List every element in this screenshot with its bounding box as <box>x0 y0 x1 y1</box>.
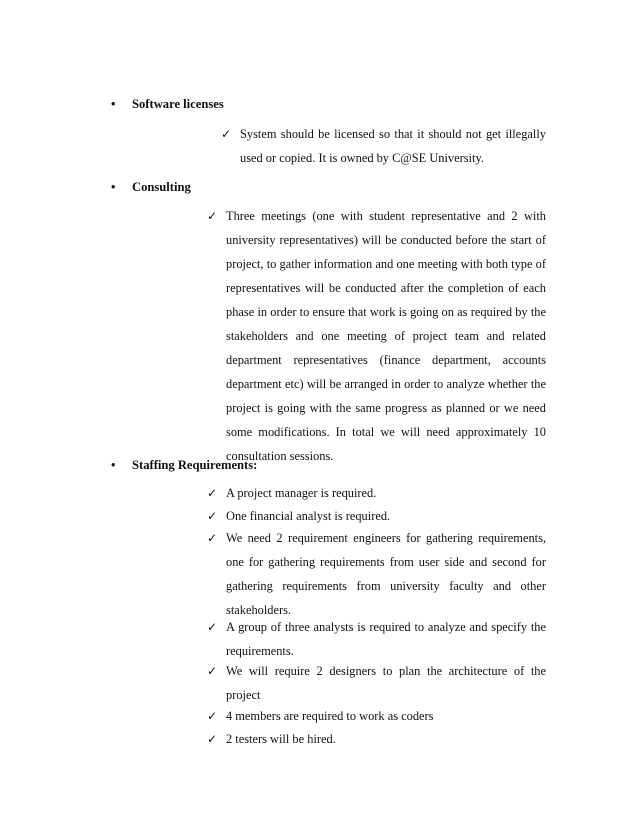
list-item-text: One financial analyst is required. <box>226 509 391 523</box>
list-item-text: A project manager is required. <box>226 486 377 500</box>
checkmark-icon: ✓ <box>207 664 218 678</box>
list-item-text: We need 2 requirement engineers for gathering requirements, one for gathering requirements from user side and second for gathering requirements from university faculty and other stakeholders. <box>226 531 546 617</box>
list-item <box>207 659 546 707</box>
list-item <box>207 615 546 663</box>
list-item-text: 2 testers will be hired. <box>226 732 336 746</box>
checkmark-icon: ✓ <box>207 509 218 523</box>
list-item <box>207 504 546 528</box>
bullet-icon: • <box>111 97 116 111</box>
section-title: Consulting <box>132 180 191 194</box>
section-title: Staffing Requirements: <box>132 458 258 472</box>
section-title: Software licenses <box>132 97 224 111</box>
list-item-text: 4 members are required to work as coders <box>226 709 434 723</box>
list-item-text: System should be licensed so that it should not get illegally used or copied. It is owned by C@SE University. <box>240 127 546 165</box>
list-item-text: A group of three analysts is required to analyze and specify the requirements. <box>226 620 546 658</box>
list-item <box>221 122 546 170</box>
checkmark-icon: ✓ <box>207 209 218 223</box>
list-item <box>207 704 546 728</box>
bullet-icon: • <box>111 458 116 472</box>
checkmark-icon: ✓ <box>207 732 218 746</box>
list-item <box>207 204 546 468</box>
checkmark-icon: ✓ <box>207 531 218 545</box>
checkmark-icon: ✓ <box>221 127 232 141</box>
list-item-text: Three meetings (one with student representative and 2 with university representatives) will be conducted before the start of project, to gather information and one meeting with both type of representatives will be conducted after the completion of each phase in order to ensure that work is going on as required by the stakeholders and one meeting of project team and related department representatives (finance department, accounts department etc) will be arranged in order to analyze whether the project is going with the same progress as planned or we need some modifications. In total we will need approximately 10 consultation sessions. <box>226 209 546 463</box>
list-item <box>207 526 546 622</box>
list-item-text: We will require 2 designers to plan the architecture of the project <box>226 664 546 702</box>
list-item <box>207 481 546 505</box>
bullet-icon: • <box>111 180 116 194</box>
list-item <box>207 727 546 751</box>
checkmark-icon: ✓ <box>207 620 218 634</box>
checkmark-icon: ✓ <box>207 709 218 723</box>
checkmark-icon: ✓ <box>207 486 218 500</box>
